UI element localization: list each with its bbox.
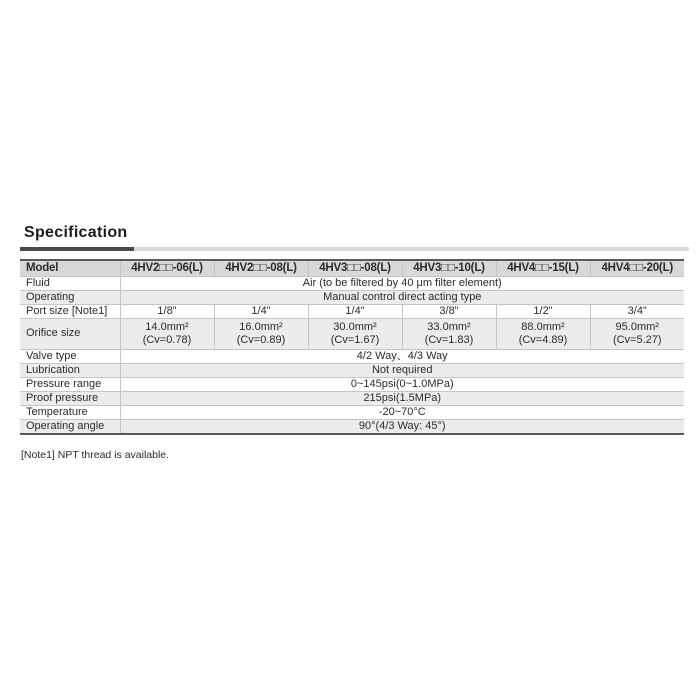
- row-temperature: [20, 405, 684, 419]
- row-lubrication: [20, 363, 684, 377]
- page-title: Specification: [24, 224, 128, 241]
- cell-port-size-5: 1/2": [496, 304, 590, 318]
- cell-port-size-6: 3/4": [590, 304, 684, 318]
- row-value: 0~145psi(0~1.0MPa): [120, 377, 684, 391]
- cell-orifice-3: [308, 318, 402, 349]
- row-proof-pressure: [20, 391, 684, 405]
- row-value: 90°(4/3 Way: 45°): [120, 419, 684, 434]
- row-label: Operating angle: [20, 419, 120, 434]
- row-value: Not required: [120, 363, 684, 377]
- header-model-4: 4HV3□□-10(L): [402, 260, 496, 276]
- row-value: 215psi(1.5MPa): [120, 391, 684, 405]
- row-value: Air (to be filtered by 40 μm filter element): [120, 276, 684, 290]
- row-value: -20~70°C: [120, 405, 684, 419]
- header-model-2: 4HV2□□-08(L): [214, 260, 308, 276]
- cell-orifice-4: [402, 318, 496, 349]
- orifice-cv: (Cv=1.83): [424, 333, 474, 346]
- header-model-label: Model: [20, 260, 120, 276]
- row-value: 4/2 Way、4/3 Way: [120, 349, 684, 363]
- orifice-area: 88.0mm²: [521, 320, 565, 333]
- cell-orifice-1: [120, 318, 214, 349]
- orifice-cv: (Cv=4.89): [518, 333, 568, 346]
- cell-orifice-5: [496, 318, 590, 349]
- cell-port-size-2: 1/4": [214, 304, 308, 318]
- cell-port-size-4: 3/8": [402, 304, 496, 318]
- footnote: [Note1] NPT thread is available.: [21, 449, 170, 461]
- row-value: Manual control direct acting type: [120, 290, 684, 304]
- row-label: Operating: [20, 290, 120, 304]
- orifice-cv: (Cv=1.67): [330, 333, 380, 346]
- header-model-3: 4HV3□□-08(L): [308, 260, 402, 276]
- title-underline-dark-segment: [20, 247, 134, 251]
- row-label: Valve type: [20, 349, 120, 363]
- row-valve-type: [20, 349, 684, 363]
- specification-table: [20, 259, 684, 435]
- orifice-area: 14.0mm²: [145, 320, 189, 333]
- orifice-area: 30.0mm²: [333, 320, 377, 333]
- orifice-cv: (Cv=0.78): [142, 333, 192, 346]
- row-label: Proof pressure: [20, 391, 120, 405]
- row-operating: [20, 290, 684, 304]
- row-fluid: [20, 276, 684, 290]
- header-model-5: 4HV4□□-15(L): [496, 260, 590, 276]
- orifice-cv: (Cv=5.27): [612, 333, 662, 346]
- cell-orifice-2: [214, 318, 308, 349]
- row-pressure-range: [20, 377, 684, 391]
- orifice-area: 16.0mm²: [239, 320, 283, 333]
- header-model-6: 4HV4□□-20(L): [590, 260, 684, 276]
- cell-orifice-6: [590, 318, 684, 349]
- title-underline: [20, 247, 689, 251]
- orifice-area: 33.0mm²: [427, 320, 471, 333]
- row-label: Pressure range: [20, 377, 120, 391]
- row-orifice-size: [20, 318, 684, 349]
- row-port-size: [20, 304, 684, 318]
- row-label: Port size [Note1]: [20, 304, 120, 318]
- table-header-row: [20, 260, 684, 276]
- row-label: Temperature: [20, 405, 120, 419]
- orifice-area: 95.0mm²: [615, 320, 659, 333]
- cell-port-size-3: 1/4": [308, 304, 402, 318]
- header-model-1: 4HV2□□-06(L): [120, 260, 214, 276]
- orifice-cv: (Cv=0.89): [236, 333, 286, 346]
- row-label: Lubrication: [20, 363, 120, 377]
- row-label: Fluid: [20, 276, 120, 290]
- row-operating-angle: [20, 419, 684, 434]
- cell-port-size-1: 1/8": [120, 304, 214, 318]
- row-label: Orifice size: [20, 318, 120, 349]
